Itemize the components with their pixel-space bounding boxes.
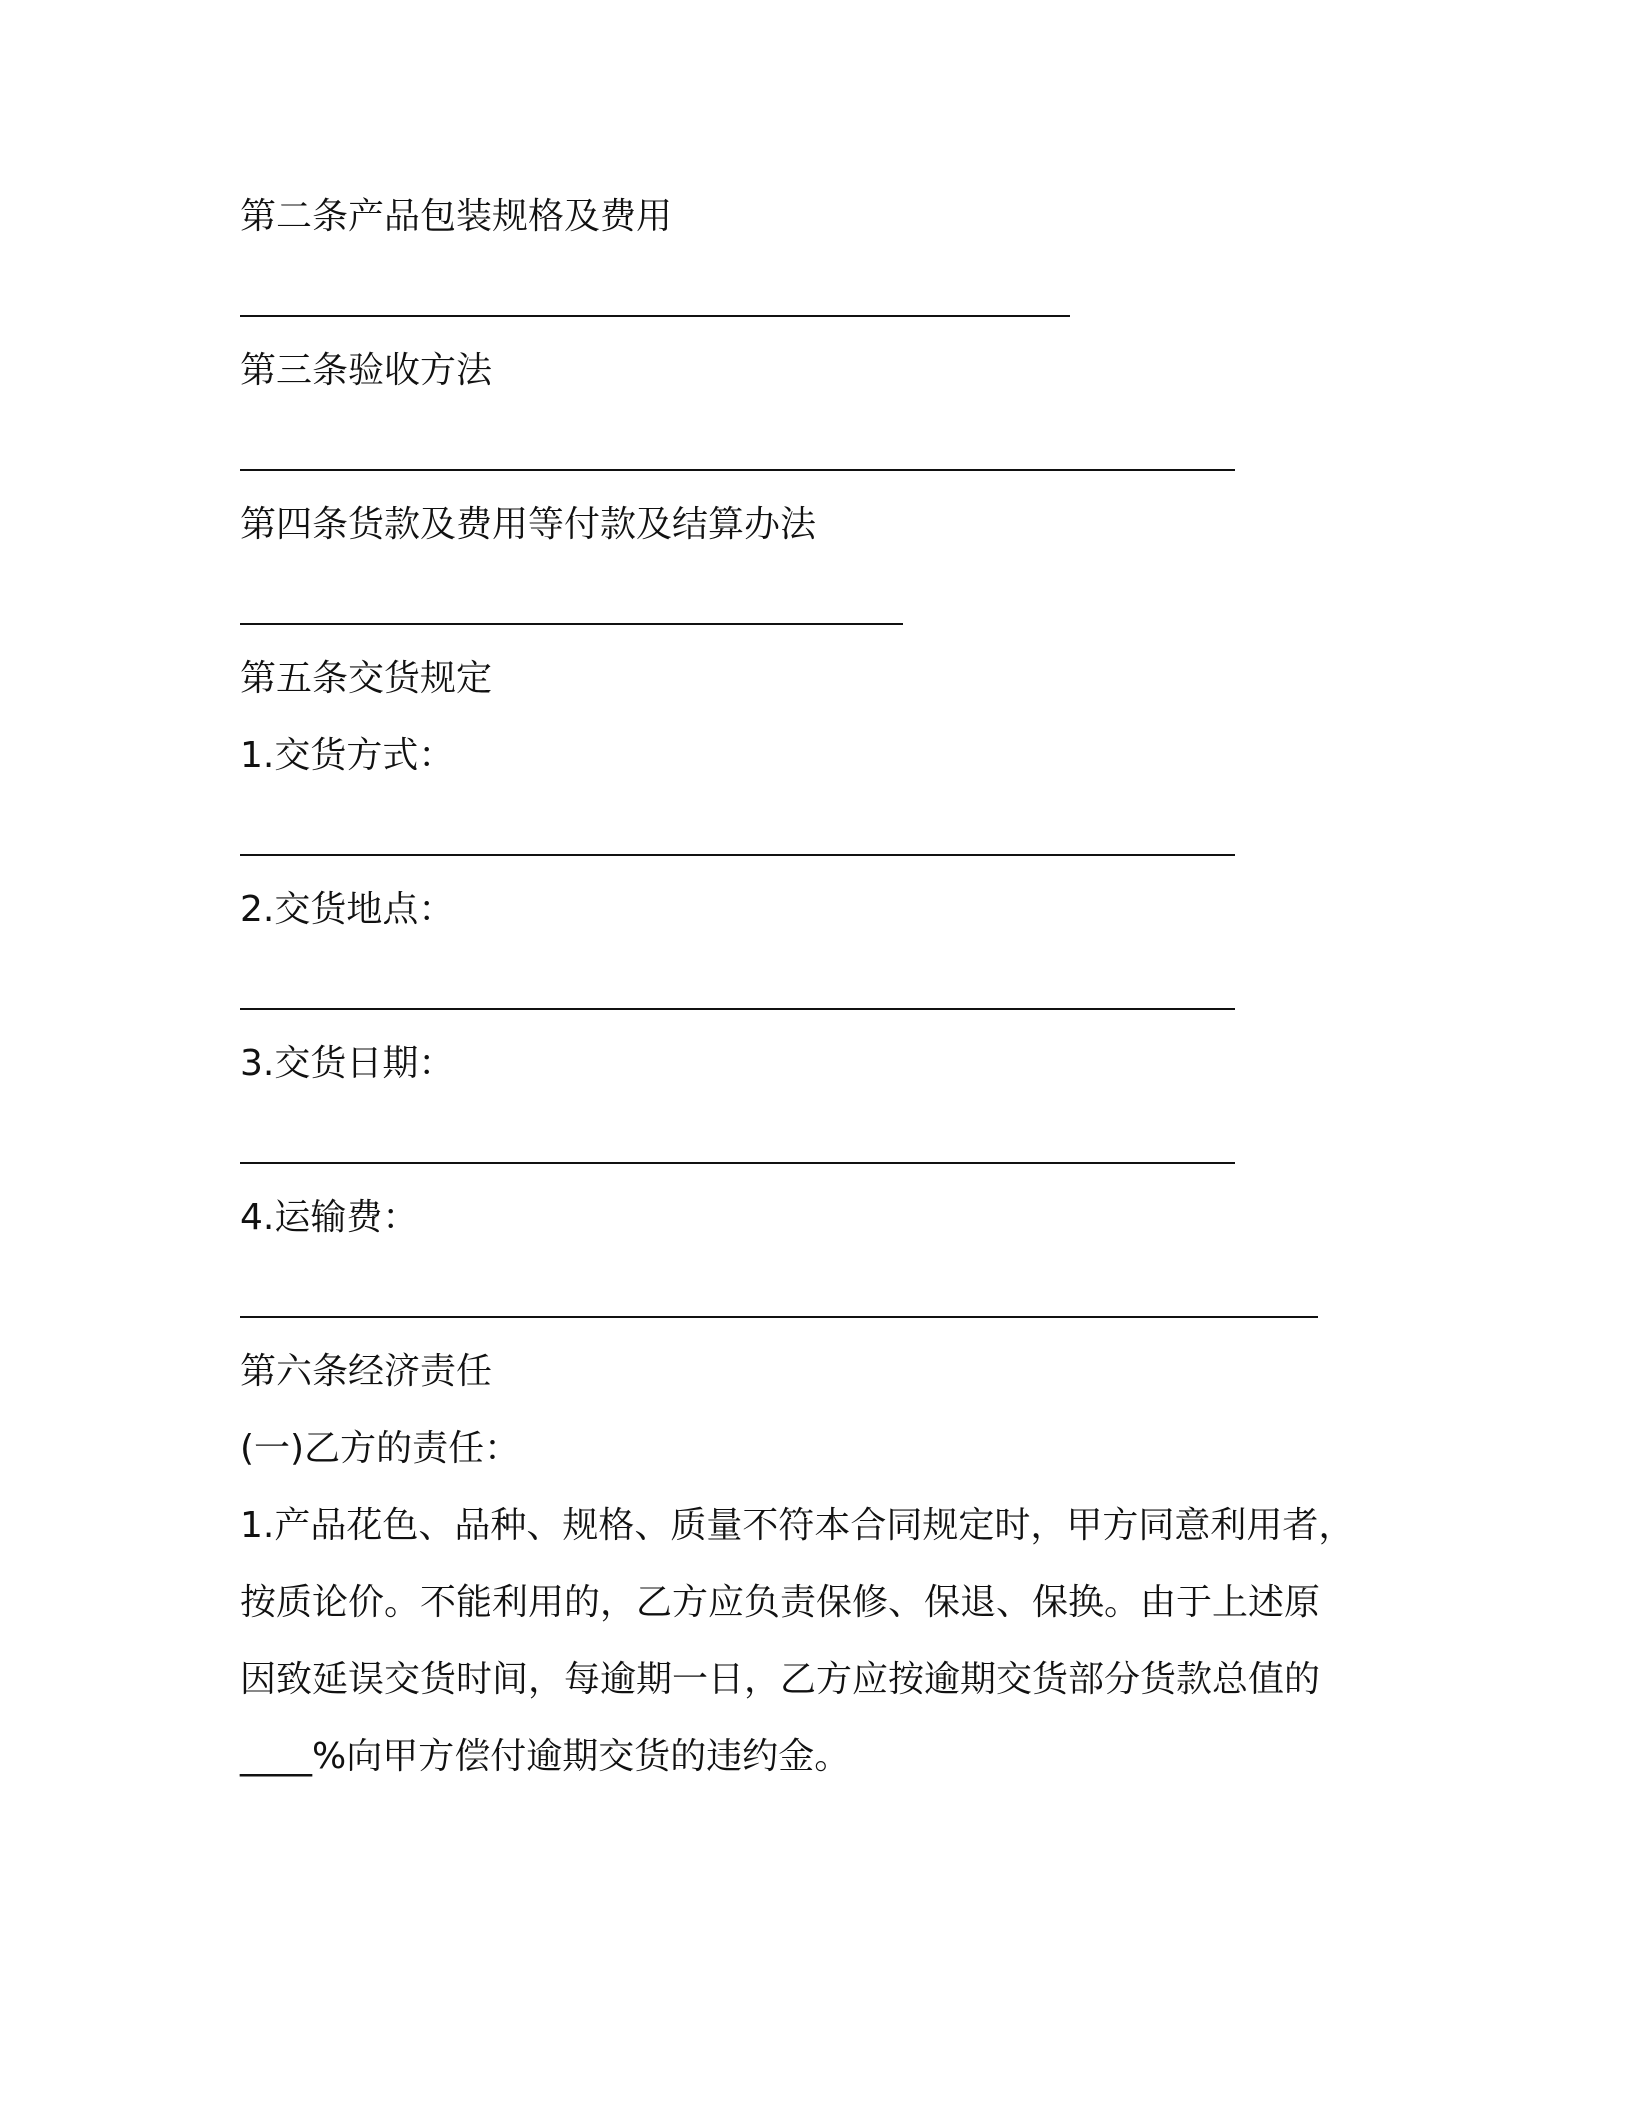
blank-line-freight xyxy=(240,1316,1318,1318)
article-6-heading: 第六条经济责任 xyxy=(240,1351,493,1392)
clause-1-line-2: 按质论价。不能利用的，乙方应负责保修、保退、保换。由于上述原 xyxy=(240,1582,1321,1623)
clause-1-line-4: ____%向甲方偿付逾期交货的违约金。 xyxy=(240,1736,851,1777)
article-3-heading: 第三条验收方法 xyxy=(240,350,493,391)
blank-line-article-2 xyxy=(240,315,1070,317)
article-5-heading: 第五条交货规定 xyxy=(240,658,493,699)
delivery-place-label: 2.交货地点： xyxy=(240,889,455,930)
article-2-heading: 第二条产品包装规格及费用 xyxy=(240,196,673,237)
blank-line-article-4 xyxy=(240,623,903,625)
delivery-method-label: 1.交货方式： xyxy=(240,735,455,776)
freight-label: 4.运输费： xyxy=(240,1197,419,1238)
delivery-date-label: 3.交货日期： xyxy=(240,1043,455,1084)
blank-line-delivery-date xyxy=(240,1162,1235,1164)
blank-line-delivery-method xyxy=(240,854,1235,856)
party-b-responsibility-heading: (一)乙方的责任： xyxy=(240,1428,521,1469)
blank-line-delivery-place xyxy=(240,1008,1235,1010)
clause-1-line-1: 1.产品花色、品种、规格、质量不符本合同规定时，甲方同意利用者， xyxy=(240,1505,1355,1546)
blank-line-article-3 xyxy=(240,469,1235,471)
article-4-heading: 第四条货款及费用等付款及结算办法 xyxy=(240,504,817,545)
clause-1-line-3: 因致延误交货时间，每逾期一日，乙方应按逾期交货部分货款总值的 xyxy=(240,1659,1321,1700)
